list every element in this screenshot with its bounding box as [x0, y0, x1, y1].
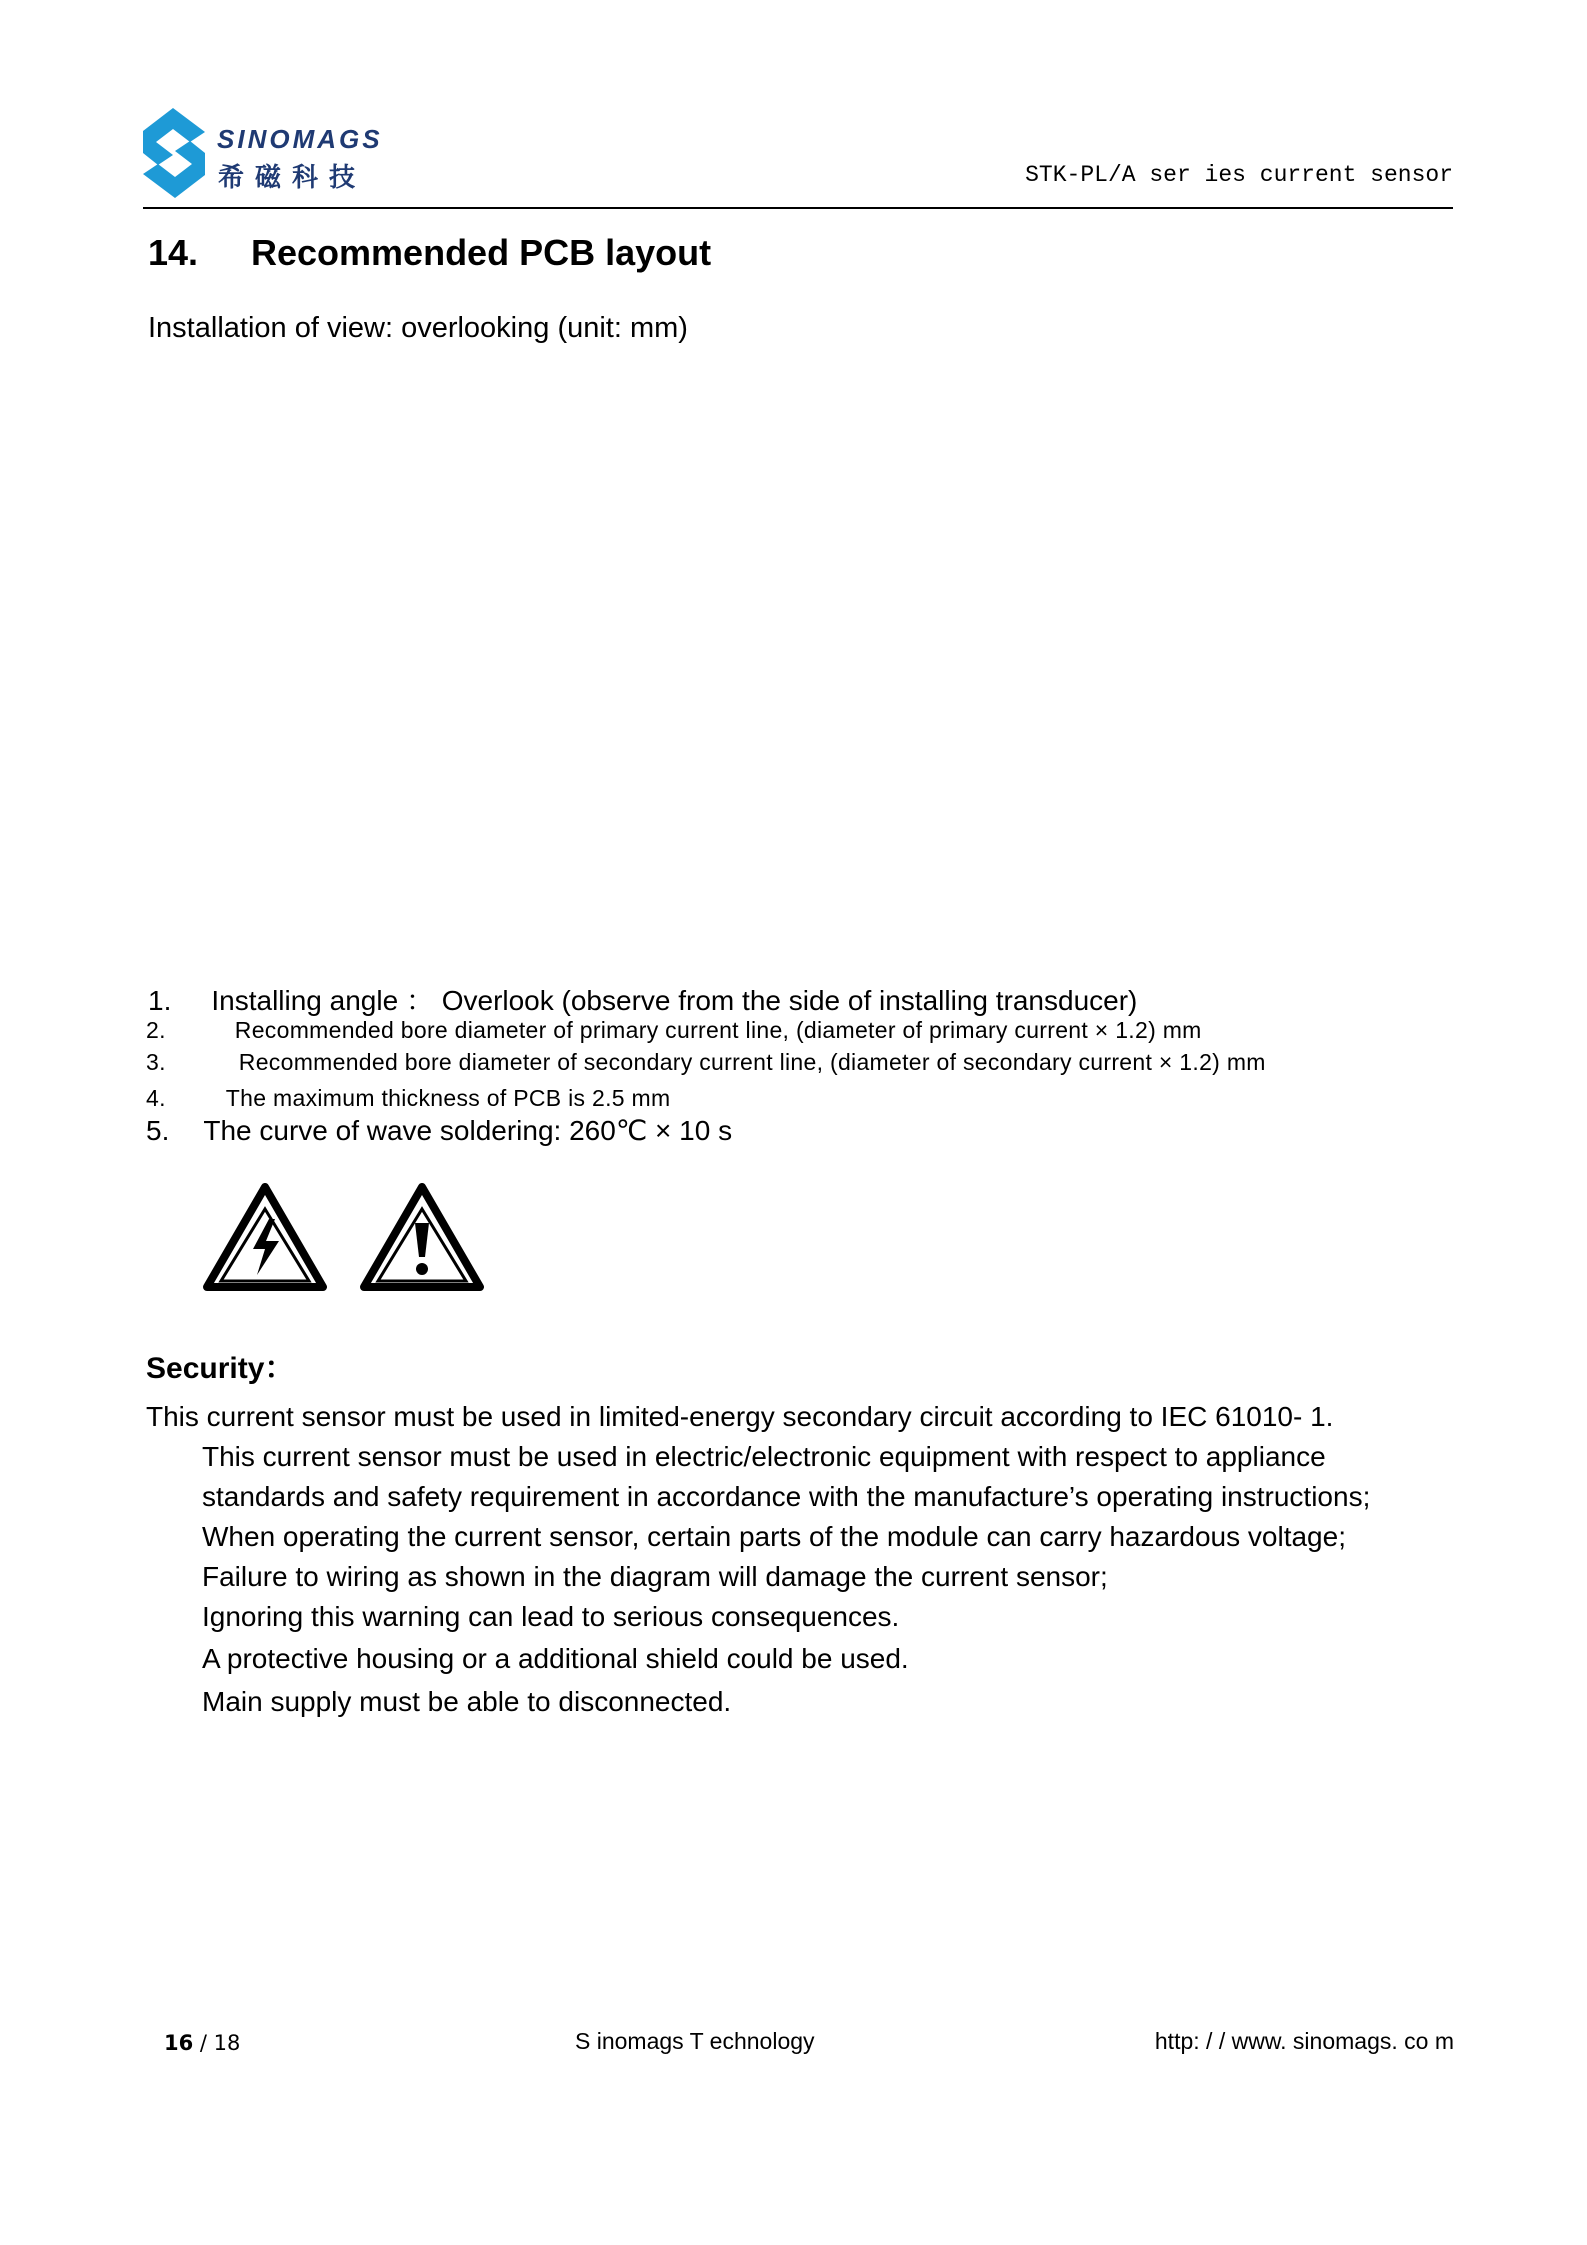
- security-heading: Security：: [146, 1352, 295, 1385]
- note-number: 5.: [146, 1115, 170, 1146]
- security-line: Ignoring this warning can lead to serious consequences.: [202, 1601, 900, 1632]
- security-line: This current sensor must be used in limited-energy secondary circuit according to IEC 61010- 1.: [146, 1401, 1334, 1432]
- high-voltage-warning-icon: [203, 1183, 327, 1291]
- security-line: Main supply must be able to disconnected.: [202, 1686, 732, 1717]
- note-number: 1.: [148, 985, 172, 1016]
- footer-website-link[interactable]: http: / / www. sinomags. co m: [1154, 2028, 1454, 2054]
- note-number: 3.: [146, 1049, 166, 1075]
- header-divider: [143, 207, 1453, 209]
- total-pages: 18: [213, 2031, 241, 2055]
- section-number: 14.: [148, 232, 199, 273]
- note-text: The maximum thickness of PCB is 2.5 mm: [225, 1085, 671, 1111]
- page-separator: /: [193, 2031, 214, 2055]
- section-title: Recommended PCB layout: [251, 232, 712, 273]
- logo-chinese-name: 希磁科技: [218, 163, 367, 193]
- sinomags-logo-icon: [143, 108, 205, 198]
- security-line: standards and safety requirement in accordance with the manufacture’s operating instructions;: [202, 1481, 1371, 1512]
- security-line: This current sensor must be used in electric/electronic equipment with respect to appliance: [202, 1441, 1326, 1472]
- footer-company: S inomags T echnology: [575, 2028, 815, 2054]
- note-item: [146, 1085, 670, 1112]
- note-item: [146, 1049, 1266, 1076]
- note-item: [146, 1114, 732, 1147]
- note-text: Installing angle ： Overlook (observe from the side of installing transducer): [211, 985, 1138, 1016]
- note-number: 2.: [146, 1017, 166, 1043]
- note-text: Recommended bore diameter of secondary current line, (diameter of secondary current × 1.2) mm: [238, 1049, 1266, 1075]
- document-title: STK-PL/A ser ies current sensor: [1025, 162, 1453, 188]
- note-item: [146, 1017, 1202, 1044]
- note-text: Recommended bore diameter of primary current line, (diameter of primary current × 1.2) mm: [234, 1017, 1202, 1043]
- section-subtitle: Installation of view: overlooking (unit: mm): [148, 312, 688, 344]
- logo-brand-name: SINOMAGS: [217, 124, 383, 154]
- security-line: When operating the current sensor, certain parts of the module can carry hazardous voltage;: [202, 1521, 1346, 1552]
- security-line: A protective housing or a additional shield could be used.: [202, 1643, 909, 1674]
- current-page: 16: [164, 2031, 194, 2055]
- note-text: The curve of wave soldering: 260℃ × 10 s: [203, 1115, 733, 1146]
- note-item: [148, 979, 1137, 1019]
- note-number: 4.: [146, 1085, 166, 1111]
- page-number: [164, 2031, 240, 2055]
- security-line: Failure to wiring as shown in the diagram will damage the current sensor;: [202, 1561, 1108, 1592]
- caution-warning-icon: [360, 1183, 484, 1291]
